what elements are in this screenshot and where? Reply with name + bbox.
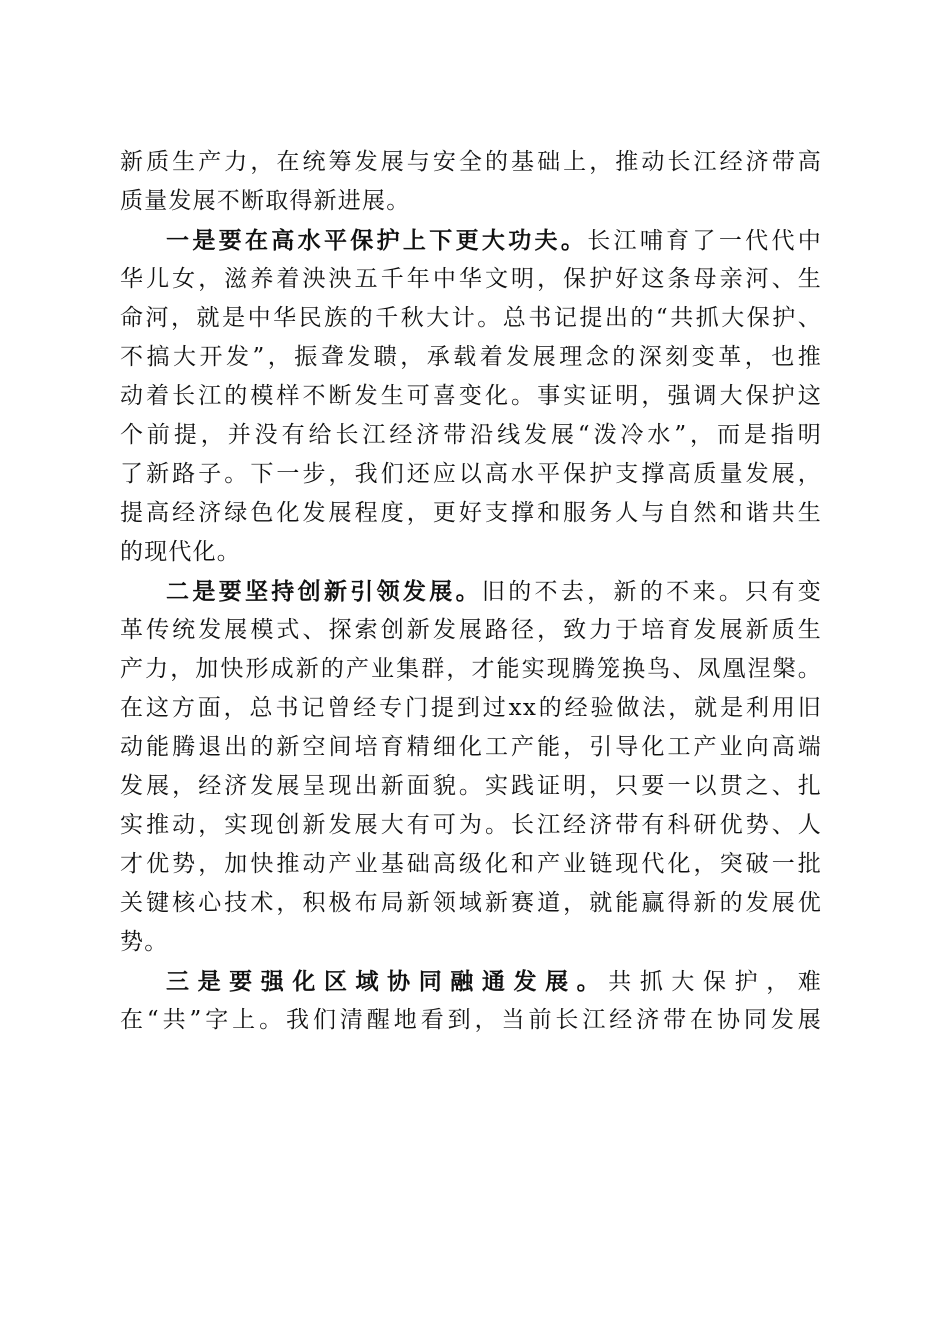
paragraph-lead: 一是要在高水平保护上下更大功夫。 [166,227,588,254]
text-line: 个前提，并没有给长江经济带沿线发展“泼冷水”，而是指明 [120,422,822,448]
text-line: 在“共”字上。我们清醒地看到，当前长江经济带在协同发展 [120,1007,822,1033]
text-line [120,962,822,1001]
text-line: 关键核心技术，积极布局新领域新赛道，就能赢得新的发展优 [120,890,822,916]
paragraph-continuation [120,143,822,221]
text-line: 的现代化。 [120,539,241,565]
text-line: 才优势，加快推动产业基础高级化和产业链现代化，突破一批 [120,851,822,877]
paragraph-innovation [120,572,822,962]
text-line: 质量发展不断取得新进展。 [120,188,411,214]
text-line: 革传统发展模式、探索创新发展路径，致力于培育发展新质生 [120,617,822,643]
text-line: 实推动，实现创新发展大有可为。长江经济带有科研优势、人 [120,812,822,838]
text-line: 不搞大开发”，振聋发聩，承载着发展理念的深刻变革，也推 [120,344,822,370]
text-line: 了新路子。下一步，我们还应以高水平保护支撑高质量发展， [120,461,822,487]
document-body [120,143,822,1040]
text-line: 发展，经济发展呈现出新面貌。实践证明，只要一以贯之、扎 [120,773,822,799]
text-line: 动能腾退出的新空间培育精细化工产能，引导化工产业向高端 [120,734,822,760]
text-line: 在这方面，总书记曾经专门提到过xx的经验做法，就是利用旧 [120,695,822,721]
text-line: 命河，就是中华民族的千秋大计。总书记提出的“共抓大保护、 [120,305,822,331]
paragraph-regional-coordination [120,962,822,1040]
text-line [120,221,822,260]
text-line: 华儿女，滋养着泱泱五千年中华文明，保护好这条母亲河、生 [120,266,822,292]
text-line: 新质生产力，在统筹发展与安全的基础上，推动长江经济带高 [120,149,822,175]
text-line: 提高经济绿色化发展程度，更好支撑和服务人与自然和谐共生 [120,500,822,526]
text-line [120,572,822,611]
text-line-rest: 旧的不去，新的不来。只有变 [481,579,822,605]
text-line-rest: 共抓大保护，难 [608,969,822,995]
text-line: 动着长江的模样不断发生可喜变化。事实证明，强调大保护这 [120,383,822,409]
paragraph-protection [120,221,822,572]
text-line-rest: 长江哺育了一代代中 [587,228,822,254]
text-line: 势。 [120,929,169,955]
paragraph-lead: 三是要强化区域协同融通发展。 [166,968,609,995]
text-line: 产力，加快形成新的产业集群，才能实现腾笼换鸟、凤凰涅槃。 [120,656,822,682]
paragraph-lead: 二是要坚持创新引领发展。 [166,578,482,605]
